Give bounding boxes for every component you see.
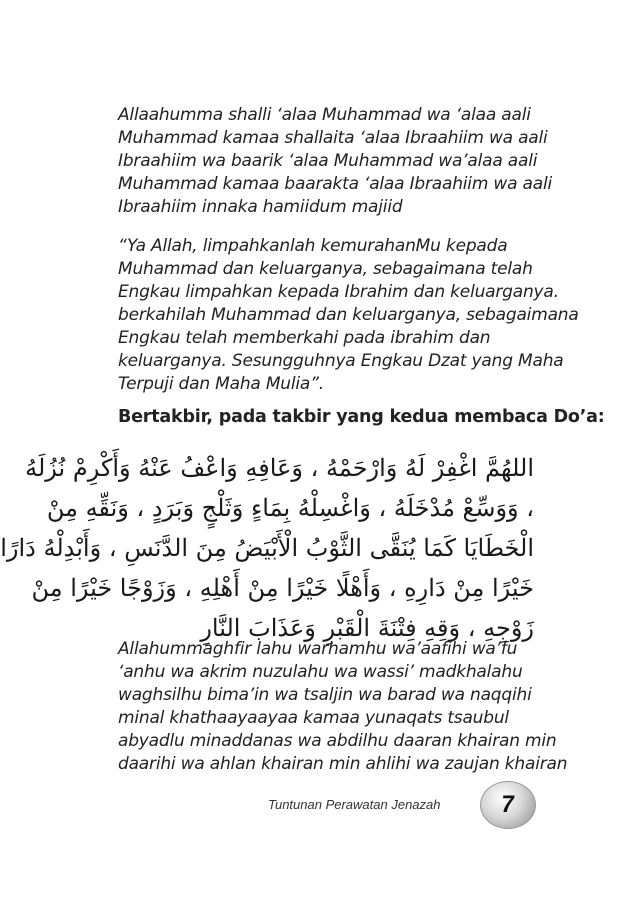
page-number-badge — [480, 781, 536, 829]
latin-line: Muhammad kamaa shallaita ‘alaa Ibraahiim wa aali — [118, 128, 548, 148]
footer-book-title: Tuntunan Perawatan Jenazah — [268, 797, 441, 812]
translation-line: Engkau limpahkan kepada Ibrahim dan keluarganya. — [118, 282, 559, 302]
latin-line: Ibraahiim wa baarik ‘alaa Muhammad wa’alaa aali — [118, 151, 538, 171]
doa-latin — [118, 638, 568, 776]
arabic-line: ، وَوَسِّعْ مُدْخَلَهُ ، وَاغْسِلْهُ بِمَاءٍ وَثَلْجٍ وَبَرَدٍ ، وَنَقِّهِ مِنْ — [46, 494, 534, 522]
doa-latin-line: ‘anhu wa akrim nuzulahu wa wassi’ madkhalahu — [118, 662, 523, 682]
doa-latin-line: abyadlu minaddanas wa abdilhu daaran khairan min — [118, 731, 557, 751]
doa-latin-line: Allahummaghfir lahu warhamhu wa’aafihi wa’fu — [118, 639, 518, 659]
page-number: 7 — [499, 791, 517, 818]
latin-line: Muhammad kamaa baarakta ‘alaa Ibraahiim wa aali — [118, 174, 552, 194]
translation-line: “Ya Allah, limpahkanlah kemurahanMu kepada — [118, 236, 508, 256]
arabic-line: الْخَطَايَا كَمَا يُنَقَّى الثَّوْبُ الْأَبْيَضُ مِنَ الدَّنَسِ ، وَأَبْدِلْهُ دَارًا — [0, 534, 534, 562]
translation-line: Muhammad dan keluarganya, sebagaimana telah — [118, 259, 533, 279]
translation-line: Terpuji dan Maha Mulia”. — [118, 374, 324, 394]
doa-latin-line: daarihi wa ahlan khairan min ahlihi wa zaujan khairan — [118, 754, 568, 774]
translation-line: berkahilah Muhammad dan keluarganya, sebagaimana — [118, 305, 579, 325]
arabic-line: زَوْجِهِ ، وَقِهِ فِتْنَةَ الْقَبْرِ وَعَذَابَ النَّارِ — [200, 614, 534, 642]
doa-latin-line: minal khathaayaayaa kamaa yunaqats tsaubul — [118, 708, 509, 728]
translation-line: keluarganya. Sesungguhnya Engkau Dzat yang Maha — [118, 351, 564, 371]
translation-line: Engkau telah memberkahi pada ibrahim dan — [118, 328, 491, 348]
shalawat-translation — [118, 235, 579, 396]
shalawat-latin — [118, 104, 552, 219]
doa-arabic — [0, 448, 534, 648]
latin-line: Ibraahiim innaka hamiidum majiid — [118, 197, 403, 217]
latin-line: Allaahumma shalli ‘alaa Muhammad wa ‘alaa aali — [118, 105, 531, 125]
doa-latin-line: waghsilhu bima’in wa tsaljin wa barad wa naqqihi — [118, 685, 532, 705]
section-heading: Bertakbir, pada takbir yang kedua membaca Do’a: — [118, 407, 605, 427]
arabic-line: اللهُمَّ اغْفِرْ لَهُ وَارْحَمْهُ ، وَعَافِهِ وَاعْفُ عَنْهُ وَأَكْرِمْ نُزُلَهُ — [25, 454, 534, 482]
arabic-line: خَيْرًا مِنْ دَارِهِ ، وَأَهْلًا خَيْرًا مِنْ أَهْلِهِ ، وَزَوْجًا خَيْرًا مِنْ — [31, 574, 534, 602]
